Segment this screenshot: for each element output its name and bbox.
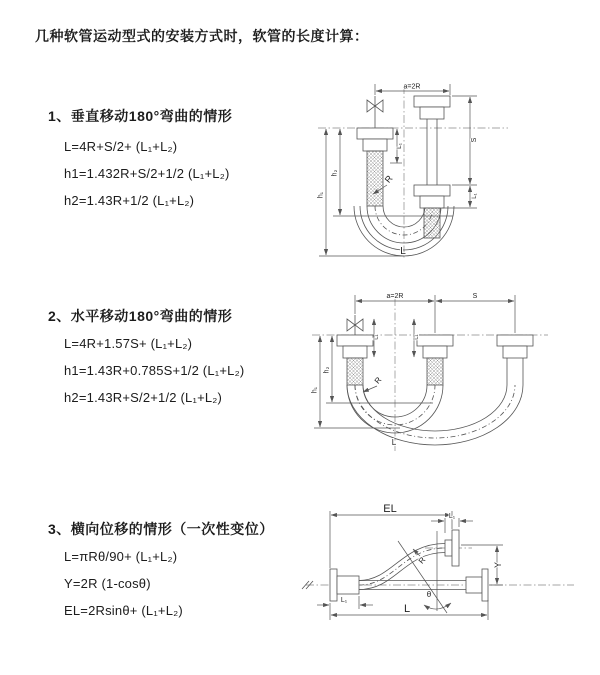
flange bbox=[330, 569, 337, 601]
diagram-lateral-offset bbox=[300, 498, 585, 660]
flange bbox=[414, 185, 450, 196]
dim-a-label: a=2R bbox=[403, 83, 421, 91]
valve-icon bbox=[375, 100, 383, 112]
flange bbox=[414, 96, 450, 107]
dimensions bbox=[311, 295, 515, 428]
left-pipe bbox=[357, 96, 393, 206]
dim-s-label: S bbox=[471, 137, 478, 143]
dimension-labels bbox=[318, 84, 479, 258]
diagram-vertical-bend bbox=[310, 78, 565, 263]
dim-l1-top-label: L₁ bbox=[448, 513, 456, 520]
centerlines bbox=[318, 83, 508, 260]
right-flange bbox=[466, 569, 488, 601]
flange-hub bbox=[337, 576, 359, 594]
section-2-heading: 2、水平移动180°弯曲的情形 bbox=[48, 308, 233, 324]
diagram-horizontal-bend bbox=[308, 283, 560, 460]
upper-flange-moved bbox=[445, 530, 459, 566]
formula-line: EL=2Rsinθ+ (L₁+L₂) bbox=[64, 603, 183, 618]
dim-a-label: a=2R bbox=[386, 293, 404, 300]
flange bbox=[357, 128, 393, 139]
middle-pipe bbox=[417, 335, 453, 385]
formula-line: h2=1.43R+1/2 (L₁+L₂) bbox=[64, 193, 195, 208]
dim-l1-left-label: L₁ bbox=[396, 143, 403, 149]
flange-hub bbox=[445, 540, 452, 556]
dim-r-label: R bbox=[372, 375, 384, 386]
valve-icon bbox=[355, 319, 363, 331]
dim-h1-label: h₁ bbox=[311, 386, 319, 394]
flange bbox=[417, 335, 453, 346]
dim-theta-label: θ bbox=[426, 590, 432, 599]
left-pipe bbox=[337, 315, 373, 385]
flange bbox=[497, 335, 533, 346]
dim-l-label: L bbox=[391, 438, 397, 447]
flange bbox=[337, 335, 373, 346]
braided-hose bbox=[347, 358, 363, 385]
valve-icon bbox=[347, 319, 355, 331]
braided-hose bbox=[424, 208, 440, 238]
flange-hub bbox=[466, 577, 482, 593]
formula-line: h1=1.43R+0.785S+1/2 (L₁+L₂) bbox=[64, 363, 245, 378]
dim-l1-left-label: L₁ bbox=[340, 597, 348, 604]
dim-l1-right-label: L₁ bbox=[472, 193, 478, 199]
dim-el-label: EL bbox=[383, 503, 397, 515]
valve-icon bbox=[367, 100, 375, 112]
formula-line: Y=2R (1-cosθ) bbox=[64, 576, 151, 591]
right-pipe-moved bbox=[497, 335, 533, 385]
flange bbox=[452, 530, 459, 566]
flange bbox=[482, 569, 488, 601]
right-pipe bbox=[414, 96, 450, 238]
hose-bend-arcs bbox=[347, 385, 523, 445]
section-3-heading: 3、横向位移的情形（一次性变位） bbox=[48, 521, 274, 537]
dimension-labels bbox=[312, 293, 478, 447]
formula-line: L=4R+1.57S+ (L₁+L₂) bbox=[64, 336, 193, 351]
formula-line: L=4R+S/2+ (L₁+L₂) bbox=[64, 139, 178, 154]
dimension-labels bbox=[341, 503, 503, 615]
flange-hub bbox=[423, 346, 447, 358]
formula-line: h1=1.432R+S/2+1/2 (L₁+L₂) bbox=[64, 166, 230, 181]
flange-hub bbox=[420, 196, 444, 208]
dim-l-label: L bbox=[403, 603, 411, 615]
dim-y-label: Y bbox=[493, 561, 503, 569]
flange-hub bbox=[503, 346, 527, 358]
section-1-heading: 1、垂直移动180°弯曲的情形 bbox=[48, 108, 233, 124]
flange-hub bbox=[420, 107, 444, 119]
dimensions bbox=[319, 84, 477, 256]
dim-h2-label: h₂ bbox=[331, 169, 339, 177]
dim-r-label: R bbox=[416, 555, 428, 566]
dim-l1-mid-label: L₁ bbox=[413, 334, 420, 340]
braided-hose bbox=[427, 358, 443, 385]
dim-l1-left-label: L₁ bbox=[373, 334, 380, 340]
flange-hub bbox=[343, 346, 367, 358]
dim-l-label: L bbox=[400, 246, 406, 257]
formula-line: h2=1.43R+S/2+1/2 (L₁+L₂) bbox=[64, 390, 223, 405]
braided-hose bbox=[367, 151, 383, 206]
page-title: 几种软管运动型式的安装方式时，软管的长度计算： bbox=[35, 28, 369, 44]
formula-line: L=πRθ/90+ (L₁+L₂) bbox=[64, 549, 178, 564]
dim-r-label: R bbox=[382, 173, 395, 185]
flange-hub bbox=[363, 139, 387, 151]
dim-s-label: S bbox=[472, 293, 478, 300]
dim-h1-label: h₁ bbox=[317, 191, 325, 199]
dim-h2-label: h₂ bbox=[323, 366, 331, 374]
